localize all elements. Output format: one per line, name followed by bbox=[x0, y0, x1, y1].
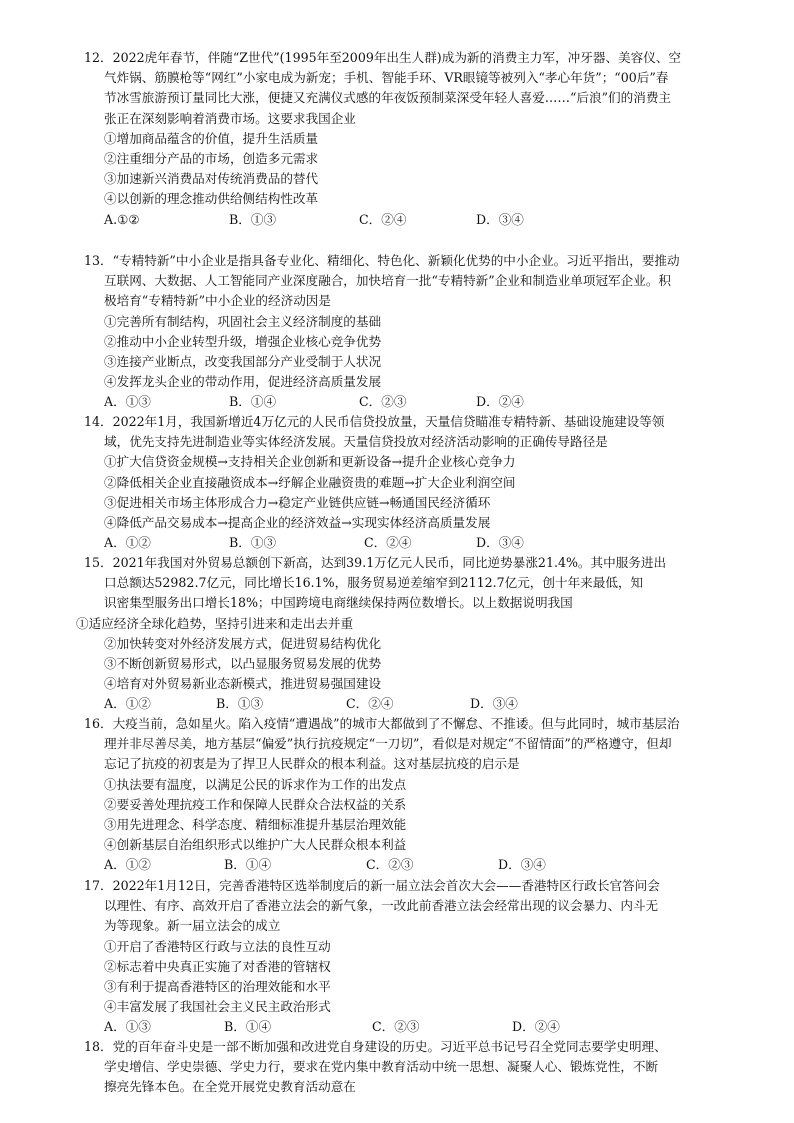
stem-line: 极培育“专精特新”中小企业的经济动因是 bbox=[104, 293, 331, 309]
question-13 bbox=[84, 251, 724, 413]
choice-c[interactable]: C．②④ bbox=[346, 696, 394, 712]
statement-2: ②加快转变对外经济发展方式，促进贸易结构优化 bbox=[104, 635, 382, 651]
choice-c[interactable]: C．②③ bbox=[372, 1019, 420, 1035]
choice-a[interactable]: A．①② bbox=[104, 857, 151, 873]
answer-choices bbox=[84, 533, 724, 553]
statement-4: ④培育对外贸易新业态新模式，推进贸易强国建设 bbox=[104, 676, 382, 692]
stem-line: 12．2022虎年春节，伴随“Z世代”(1995年至2009年出生人群)成为新的消费主力军，冲牙器、美容仪、空 bbox=[84, 50, 682, 65]
statement-4: ④发挥龙头企业的带动作用，促进经济高质量发展 bbox=[104, 374, 382, 390]
statement-4: ④创新基层自治组织形式以维护广大人民群众根本利益 bbox=[104, 837, 407, 853]
stem-line: 擦亮先锋本色。在全党开展党史教育活动意在 bbox=[104, 1079, 356, 1095]
statement-3: ③连接产业断点，改变我国部分产业受制于人状况 bbox=[104, 353, 382, 369]
choice-d[interactable]: D．③④ bbox=[470, 696, 518, 712]
statement-3: ③促进相关市场主体形成合力→稳定产业链供应链→畅通国民经济循环 bbox=[104, 494, 491, 510]
statement-1: ①适应经济全球化趋势，坚持引进来和走出去并重 bbox=[76, 615, 354, 631]
stem-line: 13．“专精特新”中小企业是指具备专业化、精细化、特色化、新颖化优势的中小企业。习近平指出，要推动 bbox=[84, 253, 680, 268]
question-stem bbox=[84, 412, 724, 452]
answer-choices bbox=[84, 855, 724, 875]
stem-line: 18．党的百年奋斗史是一部不断加强和改进党自身建设的历史。习近平总书记号召全党同志要学史明理、 bbox=[84, 1039, 667, 1054]
stem-line: 张正在深刻影响着消费市场。这要求我国企业 bbox=[104, 110, 356, 126]
statement-3: ③用先进理念、科学态度、精细标准提升基层治理效能 bbox=[104, 816, 407, 832]
stem-line: 16．大疫当前，急如星火。陷入疫情“遭遇战”的城市大都做到了不懈怠、不推诿。但与此同时，城市基层治 bbox=[84, 716, 680, 731]
statement-1: ①执法要有温度，以满足公民的诉求作为工作的出发点 bbox=[104, 776, 407, 792]
question-14 bbox=[84, 412, 724, 553]
stem-line: 忘记了抗疫的初衷是为了捍卫人民群众的根本利益。这对基层抗疫的启示是 bbox=[104, 756, 520, 772]
question-17 bbox=[84, 876, 724, 1038]
question-stem bbox=[84, 1037, 724, 1098]
statement-3: ③有利于提高香港特区的治理效能和水平 bbox=[104, 978, 331, 994]
choice-a[interactable]: A.①② bbox=[104, 211, 140, 227]
stem-line: 互联网、大数据、人工智能同产业深度融合，加快培育一批“专精特新”企业和制造业单项冠军企业。积 bbox=[104, 273, 672, 289]
stem-line: 节冰雪旅游预订量同比大涨，便捷又充满仪式感的年夜饭预制菜深受年轻人喜爱……“后浪”们的消费主 bbox=[104, 90, 672, 106]
question-15 bbox=[76, 553, 724, 715]
choice-c[interactable]: C．②④ bbox=[359, 211, 407, 227]
choice-a[interactable]: A．①③ bbox=[104, 394, 151, 410]
question-stem bbox=[84, 251, 724, 312]
choice-d[interactable]: D．③④ bbox=[476, 211, 524, 227]
choice-d[interactable]: D．②④ bbox=[476, 394, 524, 410]
statement-2: ②要妥善处理抗疫工作和保障人民群众合法权益的关系 bbox=[104, 796, 407, 812]
statement-2: ②注重细分产品的市场，创造多元需求 bbox=[104, 150, 319, 166]
choice-c[interactable]: C．②③ bbox=[359, 394, 407, 410]
statement-1: ①增加商品蕴含的价值，提升生活质量 bbox=[104, 130, 319, 146]
statement-4: ④以创新的理念推动供给侧结构性改革 bbox=[104, 191, 319, 207]
choice-b[interactable]: B．①④ bbox=[224, 857, 272, 873]
choice-b[interactable]: B．①③ bbox=[229, 211, 277, 227]
answer-choices bbox=[84, 210, 724, 230]
choice-d[interactable]: D．②④ bbox=[512, 1019, 560, 1035]
statement-1: ①完善所有制结构，巩固社会主义经济制度的基础 bbox=[104, 313, 382, 329]
statement-1: ①扩大信贷资金规模→支持相关企业创新和更新设备→提升企业核心竞争力 bbox=[104, 454, 516, 470]
answer-choices bbox=[84, 1017, 724, 1037]
stem-line: 学史增信、学史崇德、学史力行，要求在党内集中教育活动中统一思想、凝聚人心、锻炼党性，不断 bbox=[104, 1059, 659, 1075]
statement-2: ②推动中小企业转型升级，增强企业核心竞争优势 bbox=[104, 333, 382, 349]
question-stem bbox=[84, 876, 724, 937]
stem-line: 气炸锅、筋膜枪等“网红”小家电成为新宠；手机、智能手环、VR眼镜等被列入“孝心年货”；“00后”春 bbox=[104, 70, 669, 86]
answer-choices bbox=[84, 694, 724, 714]
stem-line: 17．2022年1月12日，完善香港特区选举制度后的新一届立法会首次大会——香港特区行政长官答问会 bbox=[84, 878, 660, 893]
stem-line: 口总额达52982.7亿元，同比增长16.1%，服务贸易逆差缩窄到2112.7亿元，创十年来最低，知 bbox=[104, 575, 644, 591]
choice-c[interactable]: C．②③ bbox=[366, 857, 414, 873]
question-12 bbox=[84, 48, 724, 230]
stem-line: 14．2022年1月，我国新增近4万亿元的人民币信贷投放量，天量信贷瞄准专精特新、基础设施建设等领 bbox=[84, 414, 665, 429]
statement-4: ④降低产品交易成本→提高企业的经济效益→实现实体经济高质量发展 bbox=[104, 514, 491, 530]
choice-d[interactable]: D．③④ bbox=[476, 535, 524, 551]
choice-b[interactable]: B．①④ bbox=[229, 394, 277, 410]
statement-3: ③不断创新贸易形式，以凸显服务贸易发展的优势 bbox=[104, 655, 382, 671]
choice-a[interactable]: A．①② bbox=[104, 696, 151, 712]
choice-b[interactable]: B．①④ bbox=[224, 1019, 272, 1035]
choice-d[interactable]: D．③④ bbox=[498, 857, 546, 873]
answer-choices bbox=[84, 392, 724, 412]
question-stem bbox=[84, 553, 724, 614]
stem-line: 以理性、有序、高效开启了香港立法会的新气象，一改此前香港立法会经常出现的议会暴力、内斗无 bbox=[104, 898, 659, 914]
question-16 bbox=[84, 714, 724, 876]
stem-line: 识密集型服务出口增长18%；中国跨境电商继续保持两位数增长。以上数据说明我国 bbox=[104, 595, 573, 611]
choice-b[interactable]: B．①③ bbox=[229, 535, 277, 551]
statement-2: ②降低相关企业直接融资成本→纾解企业融资贵的难题→扩大企业利润空间 bbox=[104, 474, 516, 490]
choice-a[interactable]: A．①② bbox=[104, 535, 151, 551]
choice-a[interactable]: A．①③ bbox=[104, 1019, 151, 1035]
stem-line: 理并非尽善尽美，地方基层“偏爱”执行抗疫规定“一刀切”，看似是对规定“不留情面”的严格遵守，但却 bbox=[104, 736, 672, 752]
stem-line: 域，优先支持先进制造业等实体经济发展。天量信贷投放对经济活动影响的正确传导路径是 bbox=[104, 434, 608, 450]
statement-2: ②标志着中央真正实施了对香港的管辖权 bbox=[104, 958, 331, 974]
choice-c[interactable]: C．②④ bbox=[364, 535, 412, 551]
stem-line: 15．2021年我国对外贸易总额创下新高，达到39.1万亿元人民币，同比逆势暴涨21.4%。其中服务进出 bbox=[84, 555, 667, 570]
question-stem bbox=[84, 48, 724, 129]
question-18 bbox=[84, 1037, 724, 1098]
question-stem bbox=[84, 714, 724, 775]
stem-line: 为等现象。新一届立法会的成立 bbox=[104, 918, 281, 934]
statement-4: ④丰富发展了我国社会主义民主政治形式 bbox=[104, 999, 331, 1015]
statement-3: ③加速新兴消费品对传统消费品的替代 bbox=[104, 171, 319, 187]
statement-1: ①开启了香港特区行政与立法的良性互动 bbox=[104, 938, 331, 954]
choice-b[interactable]: B．①③ bbox=[216, 696, 264, 712]
